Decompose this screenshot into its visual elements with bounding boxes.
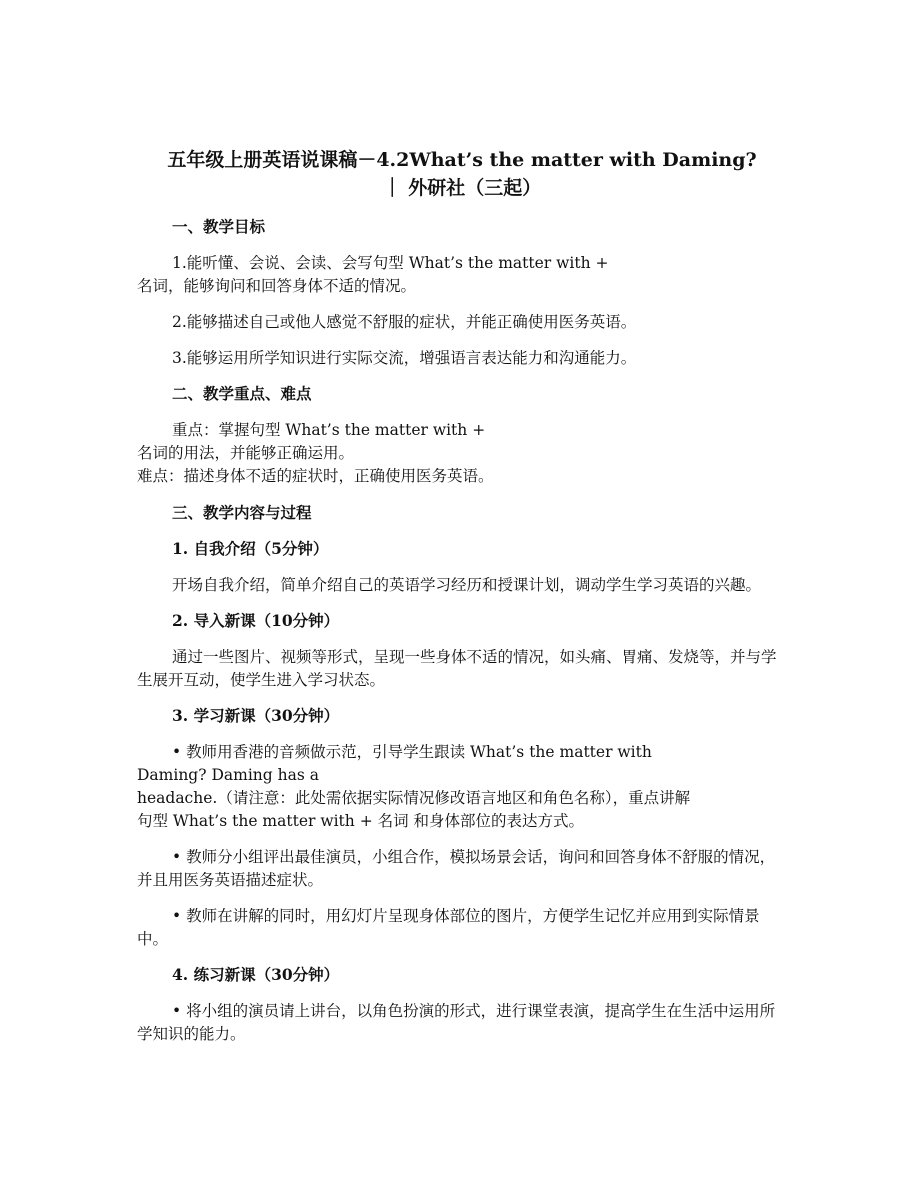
- objective-3: 3.能够运用所学知识进行实际交流，增强语言表达能力和沟通能力。: [172, 349, 637, 367]
- document-title: [137, 146, 787, 202]
- document-page: [137, 146, 787, 1059]
- key-point-line-2: 名词的用法，并能够正确运用。: [137, 444, 355, 462]
- bullet-1-line-3: headache.（请注意：此处需依据实际情况修改语言地区和角色名称），重点讲解: [137, 789, 691, 807]
- difficulty-line: 难点：描述身体不适的症状时，正确使用医务英语。: [137, 467, 494, 485]
- objective-2: 2.能够描述自己或他人感觉不舒服的症状，并能正确使用医务英语。: [172, 313, 637, 331]
- step-3-heading: 3. 学习新课（30分钟）: [172, 706, 340, 725]
- step-3-bullet-1: [137, 741, 787, 833]
- step-4-bullet-1: • 将小组的演员请上讲台，以角色扮演的形式，进行课堂表演，提高学生在生活中运用所学知识的能力。: [137, 1002, 776, 1043]
- section-heading-process: 三、教学内容与过程: [172, 503, 312, 522]
- bullet-1-line-2: Daming? Daming has a: [137, 766, 319, 784]
- section-heading-objectives: 一、教学目标: [172, 217, 266, 236]
- section-heading-key-points: 二、教学重点、难点: [172, 384, 312, 403]
- bullet-1-line-4: 句型 What’s the matter with + 名词 和身体部位的表达方式。: [137, 812, 585, 830]
- step-2-heading: 2. 导入新课（10分钟）: [172, 611, 340, 630]
- key-points-block: [137, 419, 787, 488]
- objective-1: [137, 252, 787, 298]
- step-3-bullet-2: • 教师分小组评出最佳演员，小组合作，模拟场景会话，询问和回答身体不舒服的情况，并且用医务英语描述症状。: [137, 848, 776, 889]
- title-line-2: ｜ 外研社（三起）: [382, 177, 542, 199]
- step-4-heading: 4. 练习新课（30分钟）: [172, 965, 340, 984]
- step-3-bullet-3: • 教师在讲解的同时，用幻灯片呈现身体部位的图片，方便学生记忆并应用到实际情景中。: [137, 907, 760, 948]
- step-1-text: 开场自我介绍，简单介绍自己的英语学习经历和授课计划，调动学生学习英语的兴趣。: [172, 576, 762, 594]
- objective-1-line-2: 名词，能够询问和回答身体不适的情况。: [137, 277, 417, 295]
- step-1-heading: 1. 自我介绍（5分钟）: [172, 539, 329, 558]
- bullet-1-line-1: • 教师用香港的音频做示范，引导学生跟读 What’s the matter with: [172, 743, 652, 761]
- title-line-1: 五年级上册英语说课稿－4.2What’s the matter with Daming?: [167, 149, 757, 171]
- step-2-text: 通过一些图片、视频等形式，呈现一些身体不适的情况，如头痛、胃痛、发烧等，并与学生展开互动，使学生进入学习状态。: [137, 648, 777, 689]
- objective-1-line-1: 1.能听懂、会说、会读、会写句型 What’s the matter with +: [172, 254, 609, 272]
- key-point-line-1: 重点：掌握句型 What’s the matter with +: [172, 421, 486, 439]
